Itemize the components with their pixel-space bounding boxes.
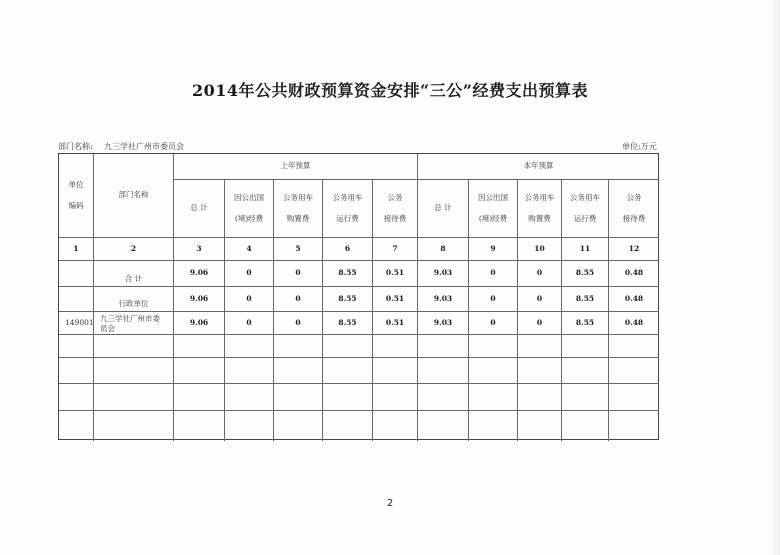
empty-cell <box>373 411 418 441</box>
row-value-text: 9.03 <box>433 268 453 278</box>
row-value-text: 0 <box>536 293 543 303</box>
empty-cell <box>94 384 174 411</box>
empty-cell <box>418 411 469 441</box>
column-number-text: 5 <box>295 243 301 253</box>
row-value <box>609 312 659 335</box>
column-number <box>59 238 94 261</box>
row-value-text: 8.55 <box>575 293 595 303</box>
row-value <box>518 312 562 335</box>
header-total-last-year <box>174 180 225 238</box>
empty-cell <box>469 335 518 358</box>
empty-cell <box>562 335 609 358</box>
empty-cell <box>609 358 659 384</box>
header-car-purchase-this-year <box>518 180 562 238</box>
empty-cell <box>562 358 609 384</box>
row-value-text: 9.03 <box>433 293 453 303</box>
header-abroad-this-year <box>469 180 518 238</box>
row-value <box>562 312 609 335</box>
row-dept-name-text: 九三学社广州市委 员会 <box>100 314 160 334</box>
header-car-purchase-this-year-text: 公务用车 购置费 <box>524 193 555 223</box>
empty-cell <box>323 358 373 384</box>
empty-cell <box>609 384 659 411</box>
row-value <box>562 287 609 312</box>
row-value <box>469 261 518 287</box>
row-value-text: 9.03 <box>433 317 453 327</box>
column-number-text: 1 <box>73 243 79 253</box>
page-title: 2014年公共财政预算资金安排“三公”经费支出预算表 <box>192 81 588 100</box>
row-value <box>274 312 323 335</box>
empty-cell <box>94 411 174 441</box>
row-value <box>518 261 562 287</box>
row-value <box>225 261 274 287</box>
header-total-last-year-text: 总 计 <box>190 203 208 213</box>
column-number <box>174 238 225 261</box>
row-value-text: 0 <box>536 268 543 278</box>
column-number <box>225 238 274 261</box>
row-value <box>562 261 609 287</box>
column-number <box>373 238 418 261</box>
header-total-this-year-text: 总 计 <box>434 203 452 213</box>
row-value <box>174 261 225 287</box>
row-value <box>373 312 418 335</box>
row-value <box>323 261 373 287</box>
empty-cell <box>274 358 323 384</box>
empty-cell <box>469 358 518 384</box>
column-number <box>562 238 609 261</box>
row-value <box>418 287 469 312</box>
empty-cell <box>59 384 94 411</box>
empty-cell <box>225 335 274 358</box>
empty-cell <box>518 384 562 411</box>
dept-label: 部门名称: <box>58 142 93 151</box>
row-value <box>518 287 562 312</box>
column-number-text: 4 <box>246 243 252 253</box>
empty-cell <box>323 384 373 411</box>
empty-cell <box>518 411 562 441</box>
row-unit-code <box>59 287 94 312</box>
empty-cell <box>174 384 225 411</box>
empty-cell <box>373 335 418 358</box>
header-car-operation-last-year-text: 公务用车 运行费 <box>332 193 363 223</box>
unit-label: 单位:万元 <box>622 142 657 151</box>
header-this-year <box>418 154 659 180</box>
row-value-text: 0.48 <box>624 293 644 303</box>
column-number <box>274 238 323 261</box>
row-value-text: 0.51 <box>385 293 405 303</box>
empty-cell <box>373 358 418 384</box>
empty-cell <box>518 335 562 358</box>
empty-cell <box>225 358 274 384</box>
column-number <box>469 238 518 261</box>
empty-cell <box>518 358 562 384</box>
row-value-text: 0 <box>490 293 496 303</box>
header-last-year <box>174 154 418 180</box>
row-dept-name <box>94 287 174 312</box>
page-number: 2 <box>386 498 394 509</box>
header-unit-code <box>59 154 94 238</box>
empty-cell <box>174 358 225 384</box>
row-value-text: 0 <box>536 317 543 327</box>
row-dept-name-text: 合 计 <box>124 273 143 283</box>
header-this-year-text: 本年预算 <box>523 161 554 171</box>
row-value <box>418 312 469 335</box>
empty-cell <box>274 384 323 411</box>
row-value <box>469 287 518 312</box>
empty-cell <box>94 358 174 384</box>
empty-cell <box>418 335 469 358</box>
dept-name: 九三学社广州市委员会 <box>104 142 184 151</box>
row-value-text: 9.06 <box>189 293 209 303</box>
row-value <box>373 287 418 312</box>
header-reception-last-year-text: 公务 接待费 <box>383 193 407 223</box>
row-value <box>274 287 323 312</box>
header-car-operation-last-year <box>323 180 373 238</box>
row-value <box>274 261 323 287</box>
header-reception-this-year-text: 公务 接待费 <box>622 193 646 223</box>
empty-cell <box>609 411 659 441</box>
header-abroad-last-year-text: 因公出国 (境)经费 <box>234 193 264 223</box>
empty-cell <box>323 411 373 441</box>
row-value-text: 0 <box>246 268 252 278</box>
empty-cell <box>469 384 518 411</box>
row-value <box>174 312 225 335</box>
empty-cell <box>373 384 418 411</box>
row-value-text: 0 <box>490 317 496 327</box>
row-value-text: 0.48 <box>624 268 644 278</box>
row-unit-code <box>59 312 94 335</box>
header-last-year-text: 上年预算 <box>280 161 311 171</box>
header-car-operation-this-year-text: 公务用车 运行费 <box>570 193 600 223</box>
row-value <box>225 312 274 335</box>
column-number <box>609 238 659 261</box>
empty-cell <box>274 335 323 358</box>
row-value-text: 0 <box>295 268 301 278</box>
row-value-text: 8.55 <box>575 317 595 327</box>
row-value <box>225 287 274 312</box>
row-value <box>373 261 418 287</box>
empty-cell <box>323 335 373 358</box>
row-value-text: 9.06 <box>189 268 209 278</box>
empty-cell <box>225 384 274 411</box>
header-dept-name-text: 部门名称 <box>118 190 149 200</box>
empty-cell <box>469 411 518 441</box>
row-dept-name <box>94 312 174 335</box>
empty-cell <box>418 384 469 411</box>
empty-cell <box>174 411 225 441</box>
row-value-text: 8.55 <box>338 293 357 303</box>
empty-cell <box>225 411 274 441</box>
row-value-text: 0 <box>246 317 252 327</box>
empty-cell <box>609 335 659 358</box>
empty-cell <box>59 358 94 384</box>
column-number-text: 6 <box>344 243 351 253</box>
empty-cell <box>94 335 174 358</box>
row-value-text: 0.51 <box>385 317 405 327</box>
row-dept-name <box>94 261 174 287</box>
column-number-text: 10 <box>534 243 545 253</box>
column-number <box>518 238 562 261</box>
row-value <box>174 287 225 312</box>
header-reception-this-year <box>609 180 659 238</box>
empty-cell <box>274 411 323 441</box>
scan-edge-shadow <box>770 0 780 555</box>
column-number-text: 2 <box>130 243 137 253</box>
empty-cell <box>562 384 609 411</box>
header-car-purchase-last-year <box>274 180 323 238</box>
empty-cell <box>562 411 609 441</box>
header-total-this-year <box>418 180 469 238</box>
column-number-text: 7 <box>392 243 398 253</box>
budget-table <box>58 153 659 440</box>
row-value <box>609 287 659 312</box>
row-unit-code <box>59 261 94 287</box>
header-abroad-last-year <box>225 180 274 238</box>
row-value-text: 9.06 <box>189 317 209 327</box>
column-number <box>94 238 174 261</box>
empty-cell <box>174 335 225 358</box>
column-number <box>418 238 469 261</box>
row-value-text: 8.55 <box>575 268 595 278</box>
row-value-text: 0 <box>295 293 301 303</box>
header-reception-last-year <box>373 180 418 238</box>
header-abroad-this-year-text: 因公出国 (境)经费 <box>478 193 508 223</box>
row-dept-name-text: 行政单位 <box>118 298 149 308</box>
header-car-operation-this-year <box>562 180 609 238</box>
row-value <box>323 312 373 335</box>
row-value-text: 0.51 <box>385 268 405 278</box>
empty-cell <box>59 411 94 441</box>
row-value-text: 8.55 <box>338 317 357 327</box>
empty-cell <box>59 335 94 358</box>
row-value-text: 0 <box>490 268 496 278</box>
column-number-text: 12 <box>628 243 640 253</box>
column-number-text: 8 <box>440 243 446 253</box>
row-value <box>418 261 469 287</box>
column-number <box>323 238 373 261</box>
empty-cell <box>418 358 469 384</box>
column-number-text: 9 <box>490 243 496 253</box>
row-value-text: 0.48 <box>624 317 644 327</box>
header-unit-code-text: 单位 编码 <box>68 180 84 210</box>
row-value <box>323 287 373 312</box>
column-number-text: 11 <box>579 243 591 253</box>
row-value-text: 0 <box>295 317 301 327</box>
header-car-purchase-last-year-text: 公务用车 购置费 <box>283 193 313 223</box>
row-unit-code-text: 149001 <box>65 317 94 327</box>
column-number-text: 3 <box>196 243 202 253</box>
header-dept-name <box>94 154 174 238</box>
row-value <box>609 261 659 287</box>
row-value <box>469 312 518 335</box>
row-value-text: 8.55 <box>338 268 357 278</box>
row-value-text: 0 <box>246 293 252 303</box>
